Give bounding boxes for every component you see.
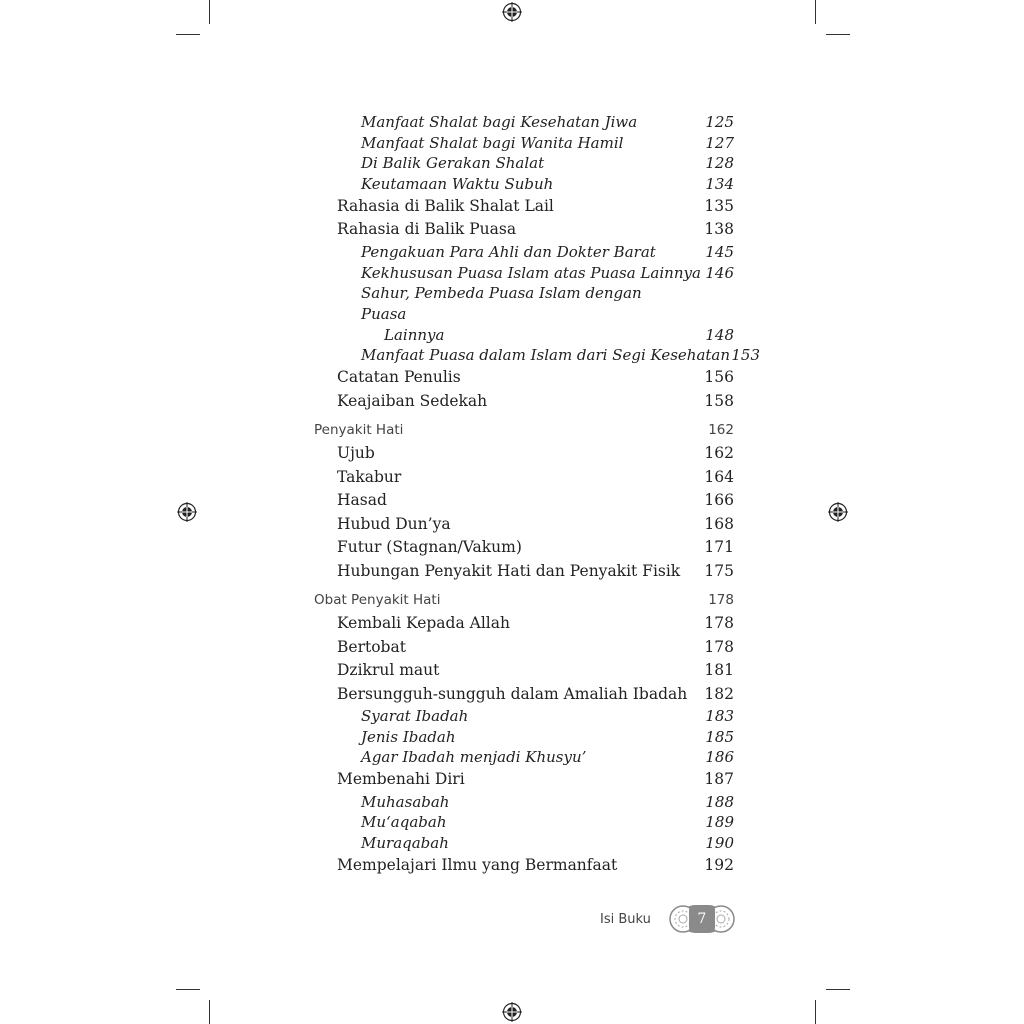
toc-entry-title: Hubungan Penyakit Hati dan Penyakit Fisik [337, 561, 681, 580]
toc-entry-page: 175 [704, 561, 734, 580]
toc-entry-page: 192 [704, 855, 734, 874]
toc-entry-page: 127 [705, 133, 734, 152]
registration-mark-icon [177, 502, 197, 522]
table-of-contents [314, 112, 761, 877]
toc-entry-title: Muraqabah [361, 834, 449, 853]
page-footer [600, 904, 735, 934]
toc-entry-page: 164 [704, 467, 734, 486]
toc-entry[interactable] [314, 812, 734, 833]
toc-entry-title: Mempelajari Ilmu yang Bermanfaat [337, 855, 618, 874]
toc-entry[interactable] [314, 513, 734, 537]
toc-entry-title: Membenahi Diri [337, 770, 465, 789]
toc-entry[interactable] [314, 747, 734, 768]
toc-entry[interactable] [314, 283, 734, 345]
toc-entry[interactable] [314, 727, 734, 748]
toc-entry-page: 135 [704, 196, 734, 215]
toc-entry[interactable] [314, 390, 734, 414]
toc-entry-page: 138 [704, 220, 734, 239]
toc-entry-title: Bertobat [337, 637, 406, 656]
toc-section-title: Penyakit Hati [314, 422, 404, 439]
crop-mark-top-right [815, 0, 816, 24]
toc-entry-title: Mu‘aqabah [361, 813, 447, 832]
toc-entry[interactable] [314, 345, 761, 366]
toc-entry-title: Ujub [337, 444, 375, 463]
crop-mark-top-right-h [826, 34, 850, 35]
toc-entry-title: Rahasia di Balik Shalat Lail [337, 196, 554, 215]
toc-entry-title: Bersungguh-sungguh dalam Amaliah Ibadah [337, 684, 688, 703]
toc-entry-page: 178 [704, 637, 734, 656]
toc-entry-title: Agar Ibadah menjadi Khusyu’ [361, 748, 587, 767]
toc-entry-page: 186 [705, 748, 734, 767]
toc-entry-title: Jenis Ibadah [361, 727, 456, 746]
toc-entry[interactable] [314, 133, 734, 154]
toc-entry-page: 158 [704, 391, 734, 410]
toc-entry-page: 153 [731, 346, 761, 365]
crop-mark-bottom-right-h [826, 989, 850, 990]
registration-mark-icon [502, 1002, 522, 1022]
toc-entry-page: 190 [705, 834, 734, 853]
toc-entry[interactable] [314, 442, 734, 466]
toc-entry-title: Rahasia di Balik Puasa [337, 220, 517, 239]
toc-entry-title: Pengakuan Para Ahli dan Dokter Barat [361, 242, 656, 261]
toc-entry-page: 146 [705, 263, 734, 282]
toc-entry-page: 134 [705, 175, 734, 194]
toc-entry-title: Keajaiban Sedekah [337, 391, 488, 410]
toc-entry[interactable] [314, 833, 734, 854]
toc-section-heading[interactable] [314, 588, 734, 612]
toc-entry-page: 162 [704, 444, 734, 463]
toc-entry[interactable] [314, 792, 734, 813]
toc-entry[interactable] [314, 112, 734, 133]
page-number-badge [669, 904, 735, 934]
crop-mark-bottom-left [209, 1000, 210, 1024]
toc-entry[interactable] [314, 659, 734, 683]
toc-entry-title: Manfaat Shalat bagi Wanita Hamil [361, 133, 624, 152]
toc-entry-page: 125 [705, 113, 734, 131]
toc-entry[interactable] [314, 489, 734, 513]
toc-entry[interactable] [314, 263, 734, 284]
toc-entry-title: Manfaat Puasa dalam Islam dari Segi Kesehatan [361, 346, 731, 365]
toc-entry-page: 168 [704, 514, 734, 533]
toc-entry[interactable] [314, 218, 734, 242]
toc-entry-page: 178 [704, 614, 734, 633]
toc-entry-page: 181 [704, 661, 734, 680]
toc-entry-page: 128 [705, 154, 734, 173]
toc-entry-page: 166 [704, 491, 734, 510]
toc-entry[interactable] [314, 466, 734, 490]
toc-entry[interactable] [314, 366, 734, 390]
toc-entry[interactable] [314, 683, 734, 707]
toc-section-heading[interactable] [314, 418, 734, 442]
toc-entry-title: Muhasabah [361, 792, 450, 811]
toc-entry-title: Hubud Dun’ya [337, 514, 451, 533]
registration-mark-icon [502, 2, 522, 22]
toc-entry-title: Syarat Ibadah [361, 707, 469, 726]
registration-mark-icon [828, 502, 848, 522]
toc-entry-page: 171 [704, 538, 734, 557]
toc-entry-page: 148 [705, 325, 734, 344]
toc-section-page: 162 [708, 422, 734, 439]
toc-entry-title-continuation: Lainnya [384, 325, 445, 344]
toc-entry-title-line: Sahur, Pembeda Puasa Islam dengan Puasa [361, 284, 642, 323]
crop-mark-bottom-left-h [176, 989, 200, 990]
crop-mark-top-left [209, 0, 210, 24]
toc-section-title: Obat Penyakit Hati [314, 592, 441, 609]
toc-entry-title: Takabur [337, 467, 402, 486]
toc-entry[interactable] [314, 195, 734, 219]
toc-entry[interactable] [314, 174, 734, 195]
toc-entry[interactable] [314, 536, 734, 560]
toc-entry-page: 182 [704, 684, 734, 703]
toc-entry-title: Kekhususan Puasa Islam atas Puasa Lainnya [361, 263, 701, 282]
toc-entry-page: 189 [705, 813, 734, 832]
toc-entry-page: 187 [704, 770, 734, 789]
toc-entry-title: Futur (Stagnan/Vakum) [337, 538, 522, 557]
toc-entry-page: 183 [705, 707, 734, 726]
toc-entry-title: Hasad [337, 491, 387, 510]
toc-entry[interactable] [314, 242, 734, 263]
toc-entry-page: 185 [705, 727, 734, 746]
toc-entry-title: Catatan Penulis [337, 368, 461, 387]
toc-entry[interactable] [314, 854, 734, 878]
toc-entry[interactable] [314, 706, 734, 727]
toc-section-page: 178 [708, 592, 734, 609]
toc-entry-title: Di Balik Gerakan Shalat [361, 154, 545, 173]
toc-entry-title: Keutamaan Waktu Subuh [361, 175, 554, 194]
toc-entry[interactable] [314, 612, 734, 636]
toc-entry-title [361, 283, 691, 345]
toc-entry[interactable] [314, 768, 734, 792]
toc-entry[interactable] [314, 636, 734, 660]
page-number: 7 [697, 911, 707, 927]
toc-entry[interactable] [314, 560, 734, 584]
toc-entry-page: 188 [705, 792, 734, 811]
toc-entry-page: 156 [704, 368, 734, 387]
toc-entry-title: Dzikrul maut [337, 661, 440, 680]
toc-entry-title: Manfaat Shalat bagi Kesehatan Jiwa [361, 113, 638, 131]
crop-mark-bottom-right [815, 1000, 816, 1024]
crop-mark-top-left-h [176, 34, 200, 35]
toc-entry[interactable] [314, 153, 734, 174]
toc-entry-page: 145 [705, 242, 734, 261]
toc-entry-title: Kembali Kepada Allah [337, 614, 510, 633]
running-footer-title: Isi Buku [600, 911, 651, 927]
